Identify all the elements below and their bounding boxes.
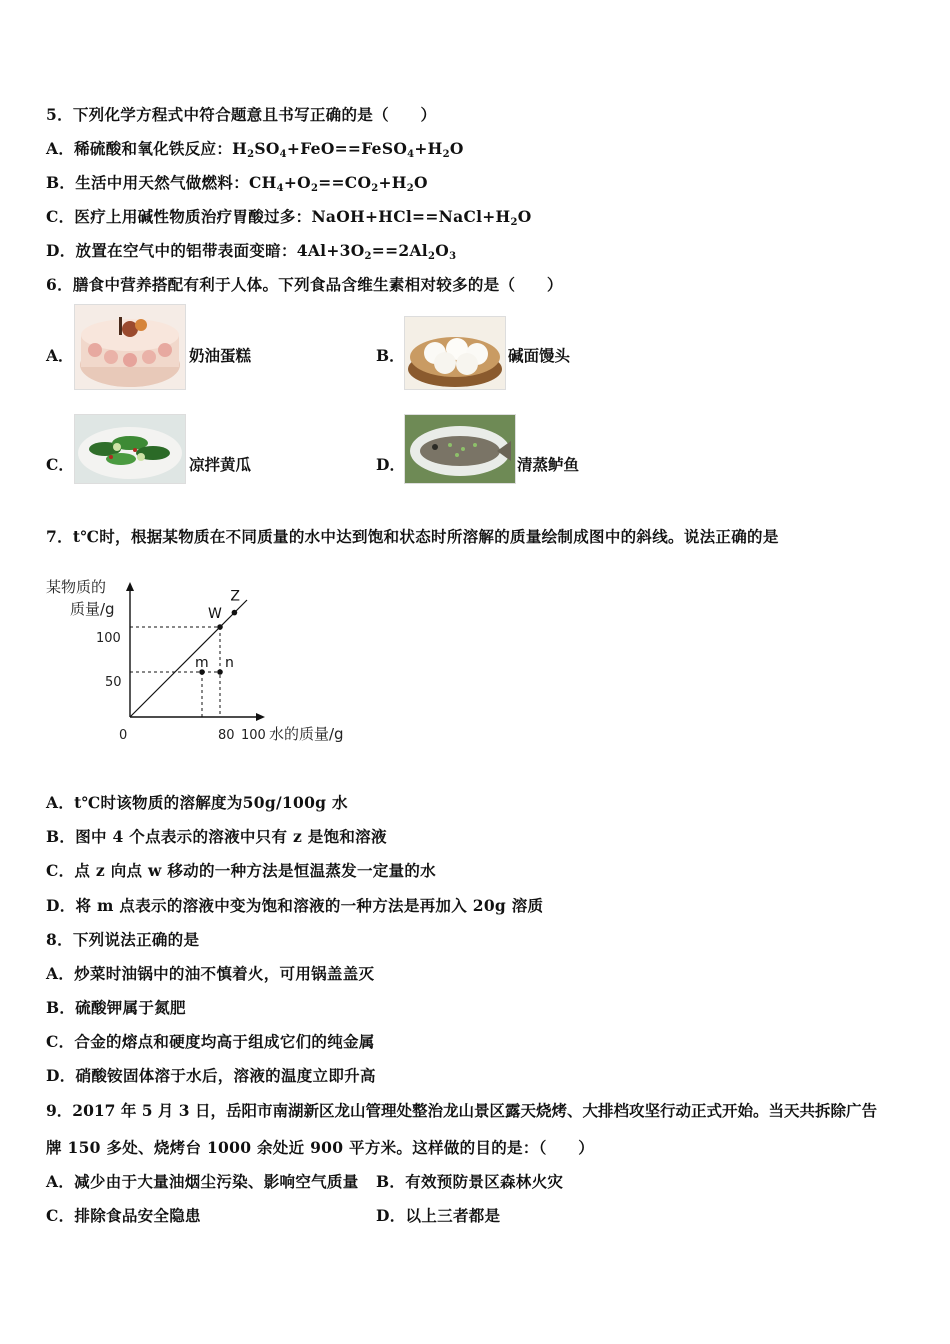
x-axis-label: 水的质量/g xyxy=(269,725,344,743)
point-label-z: Z xyxy=(230,588,240,605)
point-label-n: n xyxy=(225,655,234,671)
point-label-w: W xyxy=(208,606,222,622)
q5-option-a-label: A．稀硫酸和氧化铁反应： xyxy=(46,139,233,158)
y-tick-50: 50 xyxy=(105,675,122,690)
q8-option-c: C．合金的熔点和硬度均高于组成它们的纯金属 xyxy=(46,1032,375,1051)
steamed-buns-image xyxy=(404,316,506,390)
x-axis-arrow xyxy=(256,713,265,721)
q9-option-d: D．以上三者都是 xyxy=(376,1206,501,1225)
point-w xyxy=(217,624,223,630)
q8-option-a: A．炒菜时油锅中的油不慎着火，可用锅盖盖灭 xyxy=(46,964,375,983)
q7-option-c: C．点 z 向点 w 移动的一种方法是恒温蒸发一定量的水 xyxy=(46,861,436,880)
q8-stem: 8．下列说法正确的是 xyxy=(46,930,200,949)
cucumber-salad-image xyxy=(74,414,186,484)
q6-option-a-letter: A． xyxy=(46,346,74,365)
y-tick-100: 100 xyxy=(96,631,121,646)
q6-option-c-label: 凉拌黄瓜 xyxy=(189,455,252,474)
q5-option-c-label: C．医疗上用碱性物质治疗胃酸过多： xyxy=(46,207,312,226)
cream-cake-image xyxy=(74,304,186,390)
q7-option-a: A．t℃时该物质的溶解度为50g/100g 水 xyxy=(46,793,348,812)
q6-option-c-letter: C． xyxy=(46,455,74,474)
q5-option-c xyxy=(46,205,532,228)
solubility-graph xyxy=(40,570,370,750)
q5-option-d xyxy=(46,239,456,262)
q9-option-a: A．减少由于大量油烟尘污染、影响空气质量 xyxy=(46,1172,359,1191)
x-tick-100: 100 xyxy=(241,728,266,743)
q6-stem: 6．膳食中营养搭配有利于人体。下列食品含维生素相对较多的是（ ） xyxy=(46,275,563,294)
steamed-fish-image xyxy=(404,414,516,484)
q5-option-b-equation: $CH_4+O_2==CO_2+H_2O$ xyxy=(249,173,428,194)
q8-option-b: B．硫酸钾属于氮肥 xyxy=(46,998,186,1017)
y-axis-label-line2: 质量/g xyxy=(70,600,115,618)
q6-option-a-label: 奶油蛋糕 xyxy=(189,346,252,365)
point-label-m: m xyxy=(195,655,209,671)
origin-label: 0 xyxy=(119,728,128,743)
q5-option-c-equation: $NaOH+HCl==NaCl+H_2O$ xyxy=(311,207,532,228)
q5-option-a xyxy=(46,137,464,160)
q7-stem: 7．t℃时，根据某物质在不同质量的水中达到饱和状态时所溶解的质量绘制成图中的斜线。说法正确的是 xyxy=(46,527,779,546)
q5-option-d-equation: $4Al+3O_2==2Al_2O_3$ xyxy=(296,241,457,262)
q5-option-b-label: B．生活中用天然气做燃料： xyxy=(46,173,250,192)
q6-option-d-letter: D． xyxy=(376,455,405,474)
point-n xyxy=(217,669,223,675)
y-axis-arrow xyxy=(126,582,134,591)
q5-option-d-label: D．放置在空气中的铝带表面变暗： xyxy=(46,241,297,260)
y-axis-label-line1: 某物质的 xyxy=(46,578,107,596)
q9-option-c: C．排除食品安全隐患 xyxy=(46,1206,201,1225)
q9-option-b: B．有效预防景区森林火灾 xyxy=(376,1172,564,1191)
q5-stem: 5．下列化学方程式中符合题意且书写正确的是（ ） xyxy=(46,105,437,124)
point-z xyxy=(232,610,238,616)
q9-stem-line1: 9．2017 年 5 月 3 日，岳阳市南湖新区龙山管理处整治龙山景区露天烧烤、大排档攻坚行动正式开始。当天共拆除广告 xyxy=(46,1101,877,1120)
q6-option-b-label: 碱面馒头 xyxy=(508,346,571,365)
q6-option-d-label: 清蒸鲈鱼 xyxy=(517,455,580,474)
q7-option-d: D．将 m 点表示的溶液中变为饱和溶液的一种方法是再加入 20g 溶质 xyxy=(46,896,544,915)
q7-option-b: B．图中 4 个点表示的溶液中只有 z 是饱和溶液 xyxy=(46,827,387,846)
q6-option-b-letter: B． xyxy=(376,346,405,365)
x-tick-80: 80 xyxy=(218,728,235,743)
q8-option-d: D．硝酸铵固体溶于水后，溶液的温度立即升高 xyxy=(46,1066,376,1085)
q5-option-a-equation: $H_2SO_4+FeO==FeSO_4+H_2O$ xyxy=(232,139,464,160)
q5-option-b xyxy=(46,171,428,194)
q9-stem-line2: 牌 150 多处、烧烤台 1000 余处近 900 平方米。这样做的目的是：（ ） xyxy=(46,1138,595,1157)
